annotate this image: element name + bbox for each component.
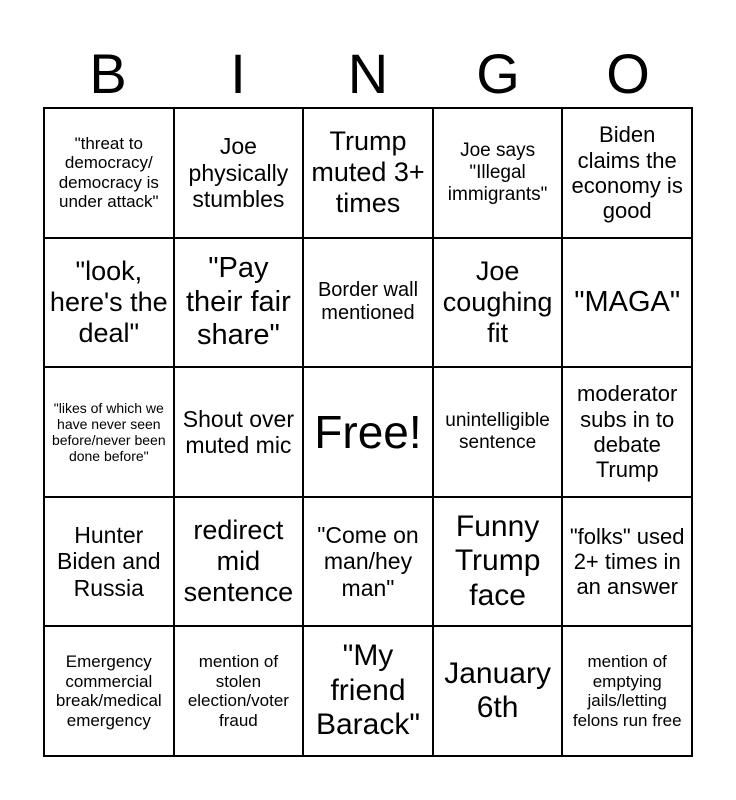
bingo-cell[interactable]: Trump muted 3+ times	[303, 108, 433, 238]
bingo-cell[interactable]: "MAGA"	[562, 238, 692, 368]
bingo-cell[interactable]: Joe coughing fit	[433, 238, 563, 368]
header-letter-b: B	[89, 42, 127, 105]
bingo-header	[43, 40, 693, 108]
bingo-cell[interactable]: mention of emptying jails/letting felons run free	[562, 626, 692, 756]
bingo-cell[interactable]: Joe says "Illegal immigrants"	[433, 108, 563, 238]
header-letter-g: G	[476, 42, 520, 105]
bingo-cell[interactable]: mention of stolen election/voter fraud	[174, 626, 304, 756]
bingo-cell[interactable]: "folks" used 2+ times in an answer	[562, 497, 692, 627]
bingo-board	[43, 107, 693, 757]
bingo-cell[interactable]: "Come on man/hey man"	[303, 497, 433, 627]
header-letter-n: N	[347, 42, 389, 105]
bingo-cell[interactable]: "My friend Barack"	[303, 626, 433, 756]
bingo-cell[interactable]: Joe physically stumbles	[174, 108, 304, 238]
bingo-cell[interactable]: redirect mid sentence	[174, 497, 304, 627]
header-letter-o: O	[606, 42, 650, 105]
bingo-cell[interactable]: Biden claims the economy is good	[562, 108, 692, 238]
bingo-cell[interactable]: January 6th	[433, 626, 563, 756]
bingo-cell[interactable]: "Pay their fair share"	[174, 238, 304, 368]
bingo-cell[interactable]: moderator subs in to debate Trump	[562, 367, 692, 497]
bingo-cell[interactable]: Shout over muted mic	[174, 367, 304, 497]
bingo-cell[interactable]: Border wall mentioned	[303, 238, 433, 368]
bingo-cell[interactable]: Funny Trump face	[433, 497, 563, 627]
header-letter-i: I	[230, 42, 246, 105]
bingo-cell[interactable]: "look, here's the deal"	[44, 238, 174, 368]
free-cell[interactable]: Free!	[303, 367, 433, 497]
bingo-cell[interactable]: "threat to democracy/ democracy is under attack"	[44, 108, 174, 238]
bingo-cell[interactable]: Hunter Biden and Russia	[44, 497, 174, 627]
bingo-cell[interactable]: "likes of which we have never seen before/never been done before"	[44, 367, 174, 497]
bingo-cell[interactable]: Emergency commercial break/medical emergency	[44, 626, 174, 756]
bingo-cell[interactable]: unintelligible sentence	[433, 367, 563, 497]
